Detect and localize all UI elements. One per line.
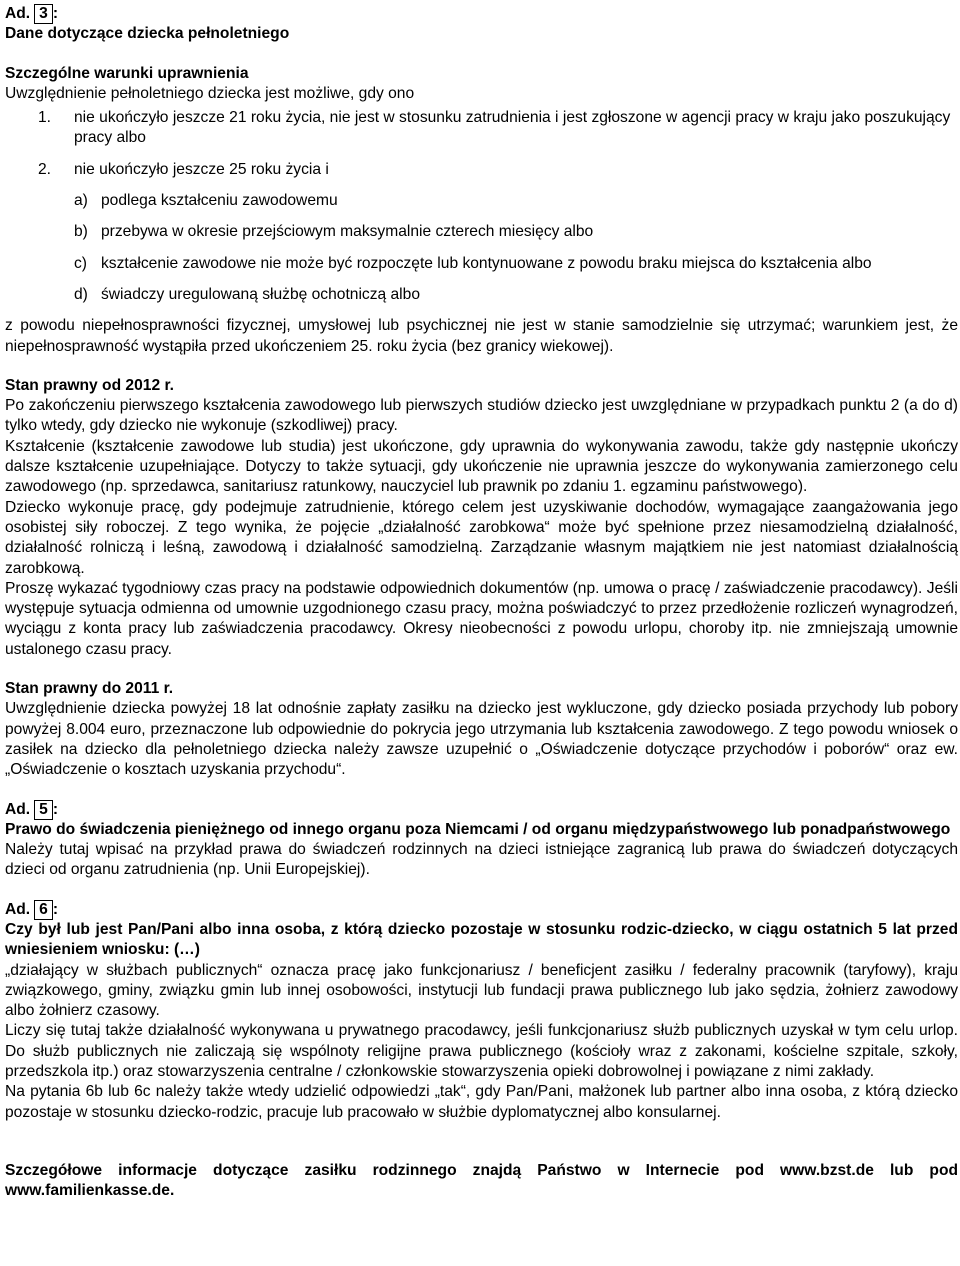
ad6-paragraph-1: „działający w służbach publicznych“ oznacza pracę jako funkcjonariusz / beneficjent zasiłku / federalny pracownik (taryfowy), kraju związkowego, gminy, związku gmin lub innej osobowości, instytucji lub fundacji prawa publicznego lub jako sędzia, żołnierz zawodowy albo żołnierz czasowy.: [5, 961, 958, 1020]
condition-sub-c: c) kształcenie zawodowe nie może być rozpoczęte lub kontynuowane z powodu braku miejsca do kształcenia albo: [74, 254, 872, 272]
ad6-label: Ad. 6 :: [5, 900, 59, 918]
conditions-heading: Szczególne warunki uprawnienia: [5, 64, 249, 82]
ad6-paragraph-3: Na pytania 6b lub 6c należy także wtedy udzielić odpowiedzi „tak“, gdy Pan/Pani, małżonek lub partner albo inna osoba, z którą dziecko pozostaje w stosunku dziecko-rodzic, pracuje lub pracowało w służbie dyplomatycznej albo konsularnej.: [5, 1083, 958, 1121]
law-2011-heading: Stan prawny do 2011 r.: [5, 680, 174, 698]
condition-item-2: 2. nie ukończyło jeszcze 25 roku życia i: [38, 160, 329, 178]
document-page: [5, 0, 958, 1202]
ad5-number-box: 5: [34, 800, 53, 820]
ad5-label: Ad. 5 :: [5, 800, 59, 818]
ad3-title: Dane dotyczące dziecka pełnoletniego: [5, 25, 290, 43]
ad3-label: Ad. 3 :: [5, 5, 59, 22]
ad5-title: Prawo do świadczenia pieniężnego od innego organu poza Niemcami / od organu międzypaństwowego lub ponadpaństwowego: [5, 820, 951, 838]
law-2012-paragraph-1: Po zakończeniu pierwszego kształcenia zawodowego lub pierwszych studiów dziecko jest uwzględniane w przypadkach punktu 2 (a do d) tylko wtedy, gdy dziecko nie wykonuje (szkodliwej) pracy.: [5, 397, 958, 435]
condition-sub-d: d) świadczy uregulowaną służbę ochotniczą albo: [74, 285, 420, 303]
condition-item-1: 1. nie ukończyło jeszcze 21 roku życia, nie jest w stosunku zatrudnienia i jest zgłoszone w agencji pracy w kraju jako poszukujący pracy albo: [38, 109, 951, 147]
ad6-paragraph-2: Liczy się tutaj także działalność wykonywana u prywatnego pracodawcy, jeśli funkcjonariusz służb publicznych uzyskał w tym celu urlop. Do służb publicznych nie zaliczają się wspólnoty religijne prawa publicznego (kościoły wraz z zakonami, kościelne szpitale, szkoły, przedszkola itp.) oraz stowarzyszenia centralne / członkowskie stowarzyszenia opieki dobrowolnej i powiązane z nimi zakłady.: [5, 1022, 958, 1081]
disability-paragraph: z powodu niepełnosprawności fizycznej, umysłowej lub psychicznej nie jest w stanie samodzielnie się utrzymać; warunkiem jest, że niepełnosprawność wystąpiła przed ukończeniem 25. roku życia (bez granicy wiekowej).: [5, 317, 958, 355]
law-2012-heading: Stan prawny od 2012 r.: [5, 376, 174, 394]
footer-info: Szczegółowe informacje dotyczące zasiłku rodzinnego znajdą Państwo w Internecie pod www.bzst.de lub pod www.familienkasse.de.: [5, 1161, 958, 1200]
ad6-title: Czy był lub jest Pan/Pani albo inna osoba, z którą dziecko pozostaje w stosunku rodzic-dziecko, w ciągu ostatnich 5 lat przed wniesieniem wniosku: (…): [5, 920, 958, 959]
condition-sub-a: a) podlega kształceniu zawodowemu: [74, 192, 338, 210]
ad5-paragraph: Należy tutaj wpisać na przykład prawa do świadczeń rodzinnych na dzieci istniejące zagranicą lub prawa do świadczeń dotyczących dzieci od organu zatrudnienia (np. Unii Europejskiej).: [5, 841, 958, 879]
condition-sub-b: b) przebywa w okresie przejściowym maksymalnie czterech miesięcy albo: [74, 223, 594, 241]
ad3-number-box: 3: [34, 4, 53, 24]
conditions-intro: Uwzględnienie pełnoletniego dziecka jest możliwe, gdy ono: [5, 84, 415, 102]
law-2012-paragraph-3: Dziecko wykonuje pracę, gdy podejmuje zatrudnienie, którego celem jest uzyskiwanie dochodów, wymagające zaangażowania jego osobistej siły roboczej. Z tego wynika, że pojęcie „działalność zarobkowa“ może być spełnione przez niesamodzielną działalność, działalność rolniczą i leśną, zawodową i działalność samodzielną. Zarządzanie własnym majątkiem nie jest natomiast działalnością zarobkową.: [5, 498, 958, 577]
law-2012-paragraph-4: Proszę wykazać tygodniowy czas pracy na podstawie odpowiednich dokumentów (np. umowa o pracę / zaświadczenie pracodawcy). Jeśli występuje sytuacja odmienna od umownie uzgodnionego czasu pracy, można poświadczyć to przez przedłożenie rozliczeń wynagrodzeń, wyciągu z konta pracy lub zaświadczenia pracodawcy. Okresy nieobecności z powodu urlopu, choroby itp. nie zmniejszają umownie ustalonego czasu pracy.: [5, 579, 958, 658]
law-2012-paragraph-2: Kształcenie (kształcenie zawodowe lub studia) jest ukończone, gdy uprawnia do wykonywania zawodu, także gdy następnie ukończy dalsze kształcenie uzupełniające. Dotyczy to także sytuacji, gdy ukończenie nie uprawnia jeszcze do wykonywania zamierzonego celu zawodowego (np. sprzedawca, sanitariusz ratunkowy, nauczyciel lub prawnik po zdaniu 1. egzaminu państwowego).: [5, 437, 958, 496]
law-2011-paragraph: Uwzględnienie dziecka powyżej 18 lat odnośnie zapłaty zasiłku na dziecko jest wykluczone, gdy dziecko posiada przychody lub pobory powyżej 8.004 euro, przeznaczone lub odpowiednie do pokrycia jego utrzymania lub kształcenia zawodowego. Z tego powodu wniosek o zasiłek na dziecko dla pełnoletniego dziecka należy zawsze uzupełnić o „Oświadczenie dotyczące przychodów i poborów“ oraz ew. „Oświadczenie o kosztach uzyskania przychodu“.: [5, 700, 958, 779]
ad6-number-box: 6: [34, 900, 53, 920]
